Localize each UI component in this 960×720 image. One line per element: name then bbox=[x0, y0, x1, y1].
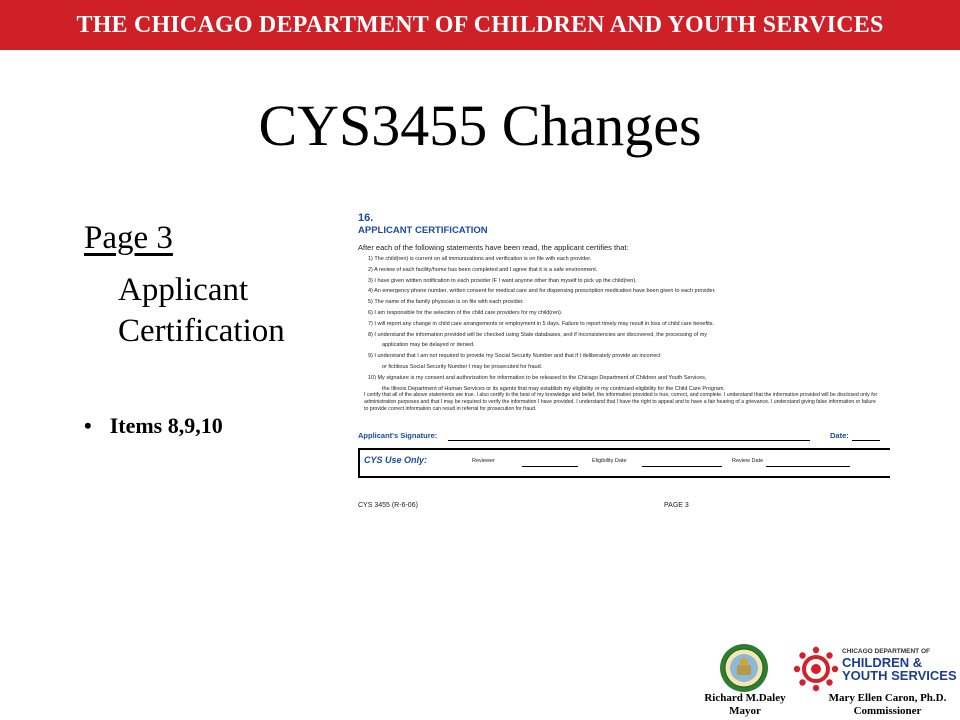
form-intro: After each of the following statements have been read, the applicant certifies that: bbox=[358, 243, 629, 252]
cys-logo-icon bbox=[792, 645, 840, 693]
certification-paragraph: I certify that all of the above statements are true. I also certify to the best of my knowledge and belief, the information provided is true, correct, and complete. I understand that the information provided will be disclosed only for administration purposes and that I may be required to verify the information I have provided. I understand that I have the right to appeal and to have a fair hearing of a grievance. I understand giving false information or failure to provide correct information can result in referral for prosecution for fraud. bbox=[364, 392, 878, 413]
cys-logo-text bbox=[842, 648, 957, 682]
form-excerpt bbox=[356, 212, 880, 512]
signature-label: Applicant's Signature: bbox=[358, 431, 438, 440]
city-seal-icon bbox=[719, 643, 769, 693]
cys-use-title: CYS Use Only: bbox=[364, 455, 428, 465]
header-banner bbox=[0, 0, 960, 50]
form-item: 2) A review of each facility/home has been completed and I agree that it is a safe environment. bbox=[368, 266, 598, 273]
commissioner-title: Commissioner bbox=[853, 705, 922, 717]
form-item: 7) I will report any change in child care arrangements or employment in 5 days. Failure to report timely may result in loss of child care benefits. bbox=[368, 320, 715, 327]
eligibility-label: Eligibility Date bbox=[592, 458, 627, 464]
review-date-label: Review Date bbox=[732, 458, 764, 464]
mayor-credit bbox=[690, 692, 800, 718]
bullet-item bbox=[84, 413, 223, 439]
form-item: or fictitious Social Security Number I may be prosecuted for fraud. bbox=[382, 363, 543, 370]
bullet-text: Items 8,9,10 bbox=[109, 413, 223, 438]
date-line bbox=[852, 440, 880, 441]
banner-title: THE CHICAGO DEPARTMENT OF CHILDREN AND YOUTH SERVICES bbox=[76, 12, 884, 38]
form-item: 1) The child(ren) is current on all immunizations and verification is on file with each provider. bbox=[368, 256, 592, 262]
form-item: the Illinois Department of Human Services or its agents that may establish my eligibility or my continued eligibility for the Child Care Program. bbox=[382, 385, 725, 392]
logo-line-3: YOUTH SERVICES bbox=[842, 668, 957, 683]
mayor-name: Richard M.Daley bbox=[704, 692, 786, 704]
eligibility-line bbox=[642, 466, 722, 467]
form-item: 4) An emergency phone number, written consent for medical care and for dispensing prescription medication have been given to each provider. bbox=[368, 288, 716, 295]
logo-line-1: CHICAGO DEPARTMENT OF bbox=[842, 648, 930, 655]
slide-title: CYS3455 Changes bbox=[258, 93, 702, 158]
form-item: 10) My signature is my consent and authorization for information to be released to the Chicago Department of Children and Youth Services, bbox=[368, 374, 707, 381]
form-item: 9) I understand that I am not required to provide my Social Security Number and that if I deliberately provide an incorrect bbox=[368, 353, 661, 360]
form-items-list bbox=[368, 256, 876, 396]
section-label: Applicant Certification bbox=[118, 272, 285, 349]
signature-line bbox=[448, 440, 810, 441]
mayor-title: Mayor bbox=[729, 705, 761, 717]
form-id: CYS 3455 (R-6-06) bbox=[358, 502, 418, 509]
page-label: Page 3 bbox=[84, 220, 173, 256]
date-label: Date: bbox=[830, 431, 849, 440]
form-page: PAGE 3 bbox=[664, 502, 689, 509]
form-section-number: 16. bbox=[358, 212, 374, 224]
commissioner-credit bbox=[815, 692, 960, 718]
logo-line-2: CHILDREN & bbox=[842, 655, 923, 670]
commissioner-name: Mary Ellen Caron, Ph.D. bbox=[828, 692, 947, 704]
form-item: 5) The name of the family physician is on file with each provider. bbox=[368, 299, 524, 306]
form-section-title: APPLICANT CERTIFICATION bbox=[358, 225, 488, 236]
review-date-line bbox=[766, 466, 850, 467]
form-item: application may be delayed or denied. bbox=[382, 342, 475, 349]
form-item: 8) I understand the information provided will be checked using State databases, and if inconsistencies are discovered, the processing of my bbox=[368, 331, 708, 338]
form-item: 3) I have given written notification to each provider IF I want anyone other than myself to pick up the child(ren). bbox=[368, 277, 637, 284]
cys-use-only-box bbox=[358, 448, 890, 478]
reviewer-line bbox=[522, 466, 578, 467]
bullet-symbol: • bbox=[84, 413, 92, 438]
form-item: 6) I am responsible for the selection of the child care providers for my child(ren). bbox=[368, 309, 563, 316]
reviewer-label: Reviewer bbox=[472, 458, 495, 464]
